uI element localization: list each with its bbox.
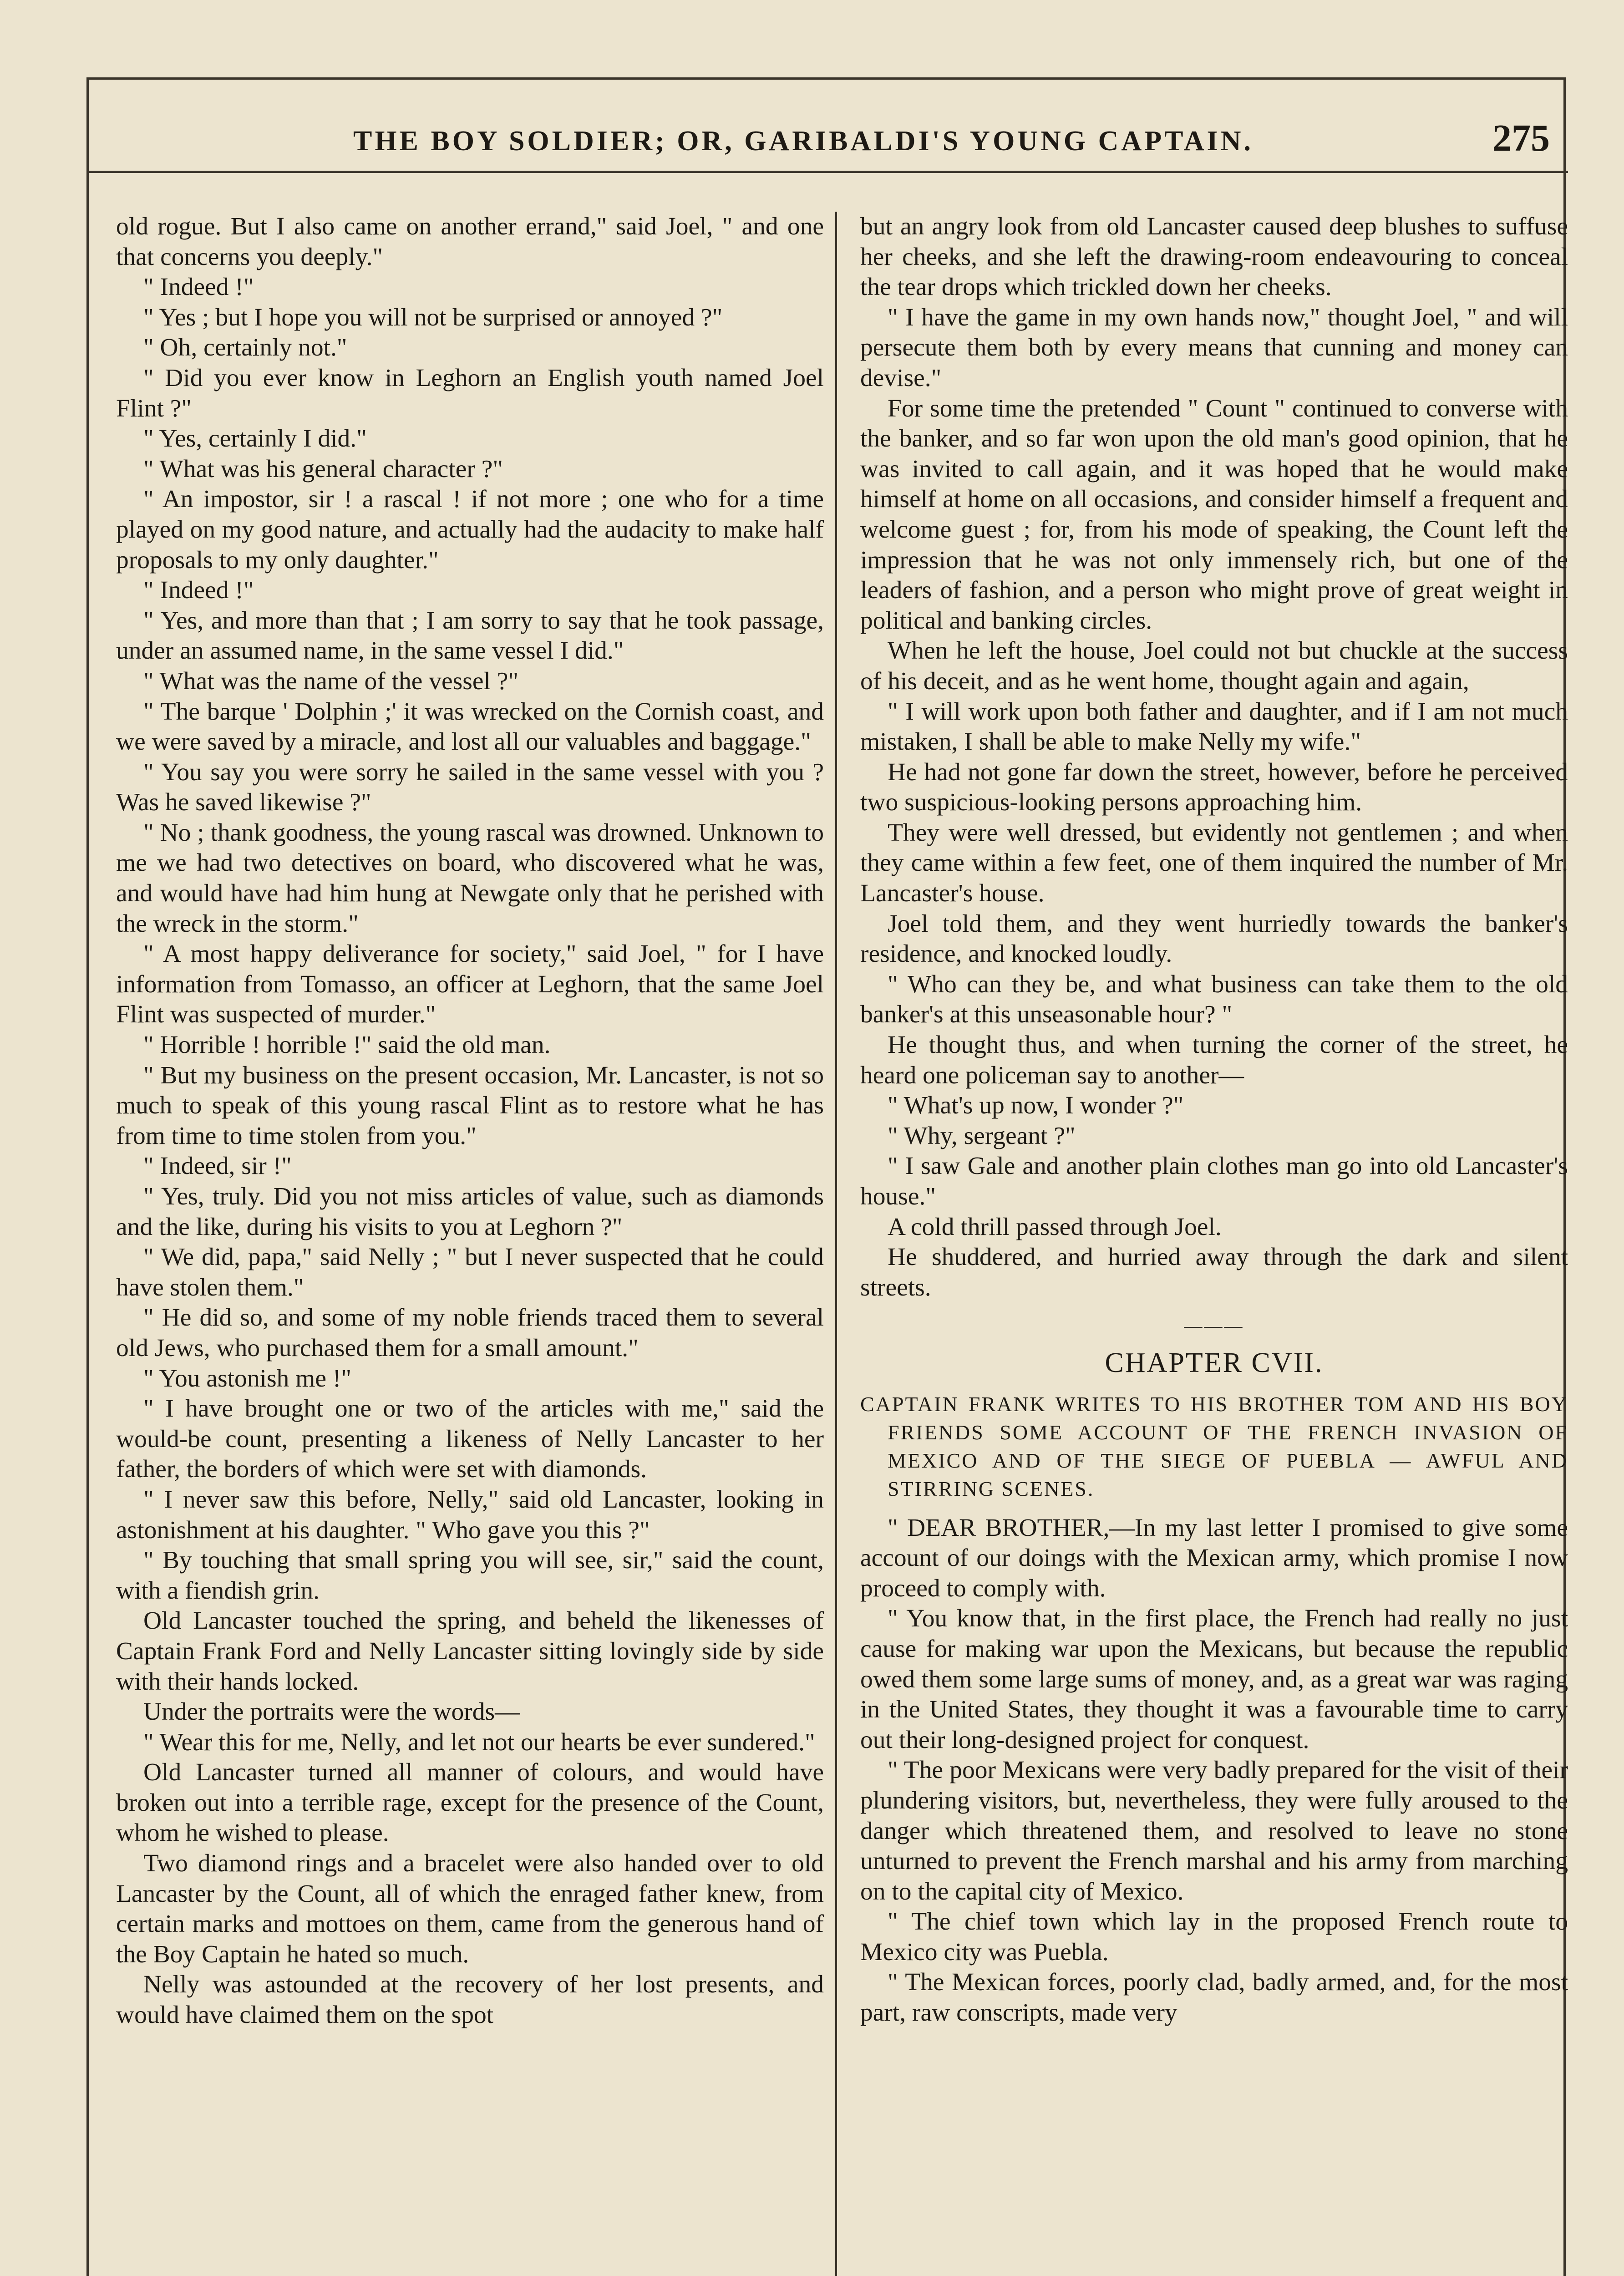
paragraph: Under the portraits were the words— — [143, 1698, 520, 1726]
paragraph: He had not gone far down the street, however, before he perceived two suspicious-looking persons approaching him. — [860, 758, 1568, 817]
page-number: 275 — [1492, 117, 1550, 159]
paragraph: " You know that, in the first place, the French had really no just cause for making war upon the Mexicans, but because the republic owed them some large sums of money, and, as a great war was raging in the United States, they thought it was a favourable time to carry out their long-designed project for conquest. — [860, 1605, 1568, 1754]
chapter-ornament: ——— — [1184, 1316, 1244, 1336]
chapter-title: CHAPTER CVII. — [1105, 1347, 1324, 1378]
paragraph: " The Mexican forces, poorly clad, badly armed, and, for the most part, raw conscripts, made very — [860, 1968, 1568, 2027]
paragraph: " No ; thank goodness, the young rascal was drowned. Unknown to me we had two detectives on board, who discovered what he was, and would have had him hung at Newgate only that he perished with the wreck in the storm." — [116, 818, 824, 938]
paragraph: " I have brought one or two of the articles with me," said the would-be count, presenting a likeness of Nelly Lancaster to her father, the borders of which were set with diamonds. — [116, 1395, 824, 1483]
paragraph: " I will work upon both father and daughter, and if I am not much mistaken, I shall be able to make Nelly my wife." — [860, 697, 1568, 756]
paragraph: " What's up now, I wonder ?" — [888, 1092, 1184, 1120]
paragraph: " Yes, and more than that ; I am sorry to say that he took passage, under an assumed name, in the same vessel I did." — [116, 606, 824, 665]
paragraph: " I saw Gale and another plain clothes man go into old Lancaster's house." — [860, 1152, 1568, 1210]
paragraph: Joel told them, and they went hurriedly towards the banker's residence, and knocked loudly. — [860, 909, 1568, 968]
paragraph: When he left the house, Joel could not but chuckle at the success of his deceit, and as he went home, thought again and again, — [860, 637, 1568, 695]
paragraph: but an angry look from old Lancaster caused deep blushes to suffuse her cheeks, and she left the drawing-room endeavouring to conceal the tear drops which trickled down her cheeks. — [860, 213, 1568, 301]
paragraph: " But my business on the present occasion, Mr. Lancaster, is not so much to speak of this young rascal Flint as to restore what he has from time to time stolen from you." — [116, 1061, 824, 1150]
header-rule — [89, 171, 1568, 173]
paragraph: " He did so, and some of my noble friends traced them to several old Jews, who purchased them for a small amount." — [116, 1304, 824, 1362]
paragraph: " Yes, truly. Did you not miss articles of value, such as diamonds and the like, during his visits to you at Leghorn ?" — [116, 1183, 824, 1241]
page-header — [89, 107, 1568, 166]
paragraph: Nelly was astounded at the recovery of her lost presents, and would have claimed them on the spot — [116, 1971, 824, 2029]
paragraph: " Yes, certainly I did." — [143, 425, 367, 453]
paragraph: " I have the game in my own hands now," thought Joel, " and will persecute them both by every means that cunning and money can devise." — [860, 303, 1568, 392]
paragraph: " You astonish me !" — [143, 1364, 351, 1392]
paragraph: " Oh, certainly not." — [143, 334, 347, 362]
paragraph: Old Lancaster turned all manner of colours, and would have broken out into a terrible rage, except for the presence of the Count, whom he wished to please. — [116, 1758, 824, 1847]
paragraph: " Horrible ! horrible !" said the old man. — [143, 1031, 551, 1059]
paragraph: " A most happy deliverance for society," said Joel, " for I have information from Tomasso, an officer at Leghorn, that the same Joel Flint was suspected of murder." — [116, 940, 824, 1029]
paragraph: " Who can they be, and what business can take them to the old banker's at this unseasonable hour? " — [860, 970, 1568, 1029]
column-divider — [835, 212, 837, 2276]
right-column-text-bottom — [860, 1513, 1568, 2028]
paragraph: He thought thus, and when turning the corner of the street, he heard one policeman say to another— — [860, 1031, 1568, 1089]
paragraph: Two diamond rings and a bracelet were also handed over to old Lancaster by the Count, all of which the enraged father knew, from certain marks and mottoes on them, came from the generous hand of the Boy Captain he hated so much. — [116, 1849, 824, 1968]
left-column — [116, 212, 824, 2031]
running-title: THE BOY SOLDIER; OR, GARIBALDI'S YOUNG CAPTAIN. — [353, 126, 1254, 157]
paragraph: " Indeed !" — [143, 273, 254, 301]
paragraph: They were well dressed, but evidently not gentlemen ; and when they came within a few feet, one of them inquired the number of Mr. Lancaster's house. — [860, 818, 1568, 908]
paragraph: old rogue. But I also came on another errand," said Joel, " and one that concerns you deeply." — [116, 213, 824, 271]
right-column-text-top — [860, 212, 1568, 1303]
paragraph: Old Lancaster touched the spring, and beheld the likenesses of Captain Frank Ford and Nelly Lancaster sitting lovingly side by side with their hands locked. — [116, 1607, 824, 1696]
paragraph: " An impostor, sir ! a rascal ! if not more ; one who for a time played on my good nature, and actually had the audacity to make half proposals to my only daughter." — [116, 485, 824, 574]
paragraph: " What was the name of the vessel ?" — [143, 667, 519, 695]
paragraph: " Why, sergeant ?" — [888, 1122, 1076, 1150]
paragraph: " DEAR BROTHER,—In my last letter I promised to give some account of our doings with the Mexican army, which promise I now proceed to comply with. — [860, 1514, 1568, 1602]
paragraph: " Indeed, sir !" — [143, 1152, 292, 1180]
paragraph: " What was his general character ?" — [143, 455, 503, 483]
paragraph: " We did, papa," said Nelly ; " but I never suspected that he could have stolen them." — [116, 1243, 824, 1301]
paragraph: He shuddered, and hurried away through the dark and silent streets. — [860, 1243, 1568, 1301]
paragraph: " I never saw this before, Nelly," said old Lancaster, looking in astonishment at his daughter. " Who gave you this ?" — [116, 1485, 824, 1544]
paragraph: For some time the pretended " Count " continued to converse with the banker, and so far won upon the old man's good opinion, that he was invited to call again, and it was hoped that he would make himself at home on all occasions, and consider himself a frequent and welcome guest ; for, from his mode of speaking, the Count left the impression that he was not only immensely rich, but one of the leaders of fashion, and a person who might prove of great weight in political and banking circles. — [860, 394, 1568, 635]
paragraph: " By touching that small spring you will see, sir," said the count, with a fiendish grin. — [116, 1546, 824, 1605]
paragraph: " The barque ' Dolphin ;' it was wrecked on the Cornish coast, and we were saved by a miracle, and lost all our valuables and baggage." — [116, 697, 824, 756]
paragraph: " Yes ; but I hope you will not be surprised or annoyed ?" — [143, 303, 723, 331]
paragraph: " You say you were sorry he sailed in the same vessel with you ? Was he saved likewise ?" — [116, 758, 824, 817]
paragraph: " Indeed !" — [143, 576, 254, 605]
paragraph: " The chief town which lay in the proposed French route to Mexico city was Puebla. — [860, 1908, 1568, 1966]
paragraph: " Wear this for me, Nelly, and let not our hearts be ever sundered." — [143, 1728, 815, 1756]
paragraph: A cold thrill passed through Joel. — [888, 1213, 1222, 1241]
right-column — [860, 212, 1568, 2028]
paragraph: " Did you ever know in Leghorn an English youth named Joel Flint ?" — [116, 364, 824, 422]
chapter-summary: CAPTAIN FRANK WRITES TO HIS BROTHER TOM AND HIS BOY FRIENDS SOME ACCOUNT OF THE FRENCH INVASION OF MEXICO AND OF THE SIEGE OF PUEBLA — AWFUL AND STIRRING SCENES. — [860, 1392, 1568, 1500]
book-page — [86, 77, 1566, 2276]
paragraph: " The poor Mexicans were very badly prepared for the visit of their plundering visitors, but, nevertheless, they were fully aroused to the danger which threatened them, and resolved to leave no stone unturned to prevent the French marshal and his army from marching on to the capital city of Mexico. — [860, 1756, 1568, 1905]
